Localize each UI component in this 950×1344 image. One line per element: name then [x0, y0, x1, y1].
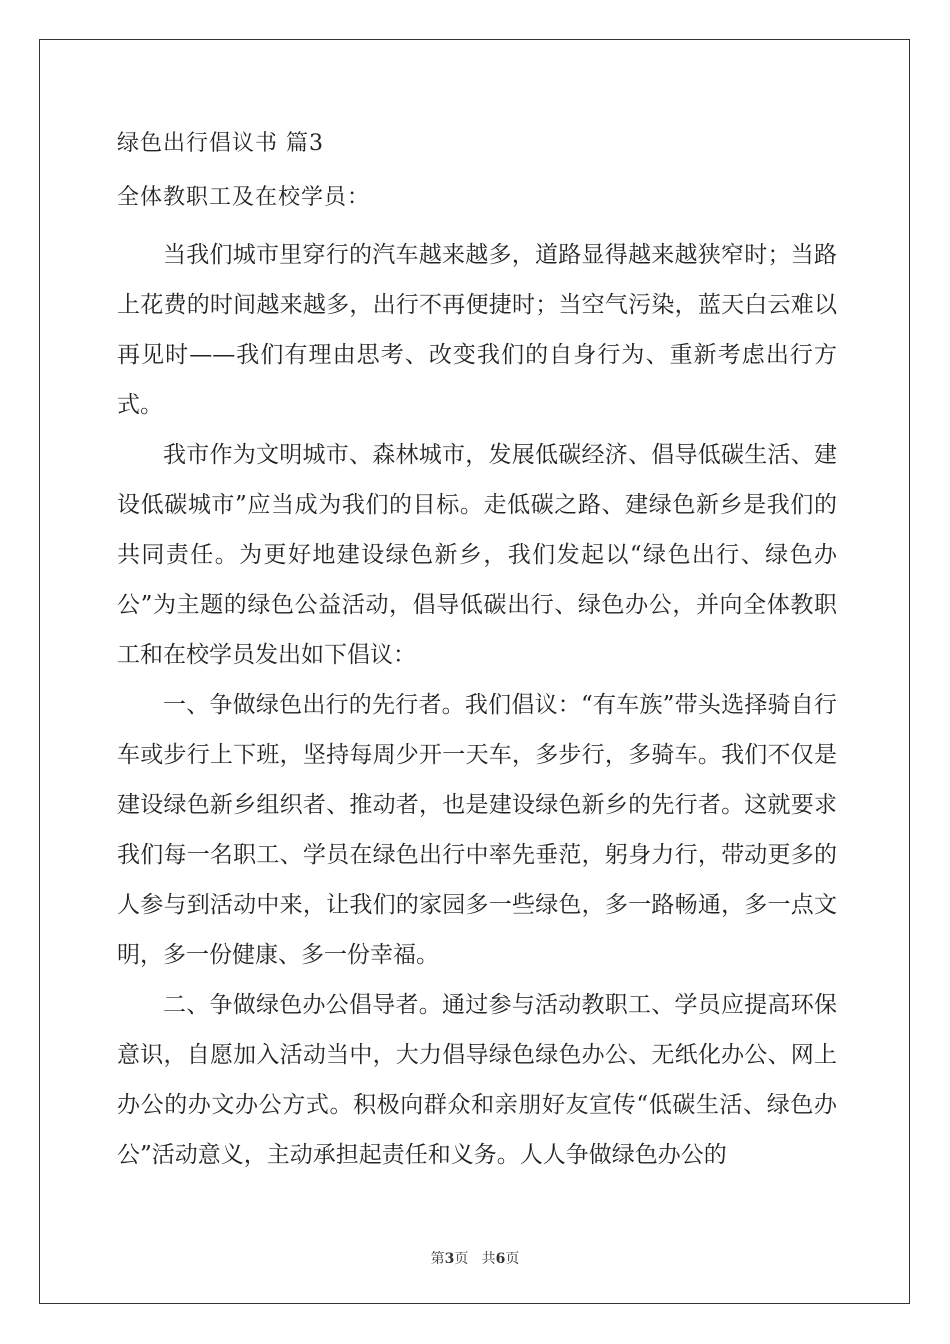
footer-total-prefix: 共: [481, 1251, 496, 1267]
footer-total-suffix: 页: [505, 1251, 520, 1267]
page-footer: [0, 1248, 950, 1268]
document-body: [117, 128, 837, 1180]
footer-total-pages: 6: [495, 1251, 506, 1267]
paragraph-1: 当我们城市里穿行的汽车越来越多，道路显得越来越狭窄时；当路上花费的时间越来越多，出行不再便捷时；当空气污染，蓝天白云难以再见时——我们有理由思考、改变我们的自身行为、重新考虑出行方式。: [117, 242, 837, 418]
paragraph-2: 我市作为文明城市、森林城市，发展低碳经济、倡导低碳生活、建设低碳城市”应当成为我们的目标。走低碳之路、建绿色新乡是我们的共同责任。为更好地建设绿色新乡，我们发起以“绿色出行、绿色办公”为主题的绿色公益活动，倡导低碳出行、绿色办公，并向全体教职工和在校学员发出如下倡议：: [117, 442, 837, 668]
paragraph-4: 二、争做绿色办公倡导者。通过参与活动教职工、学员应提高环保意识，自愿加入活动当中，大力倡导绿色绿色办公、无纸化办公、网上办公的办文办公方式。积极向群众和亲朋好友宣传“低碳生活、绿色办公”活动意义，主动承担起责任和义务。人人争做绿色办公的: [117, 992, 837, 1168]
footer-page-number: 3: [444, 1251, 455, 1267]
paragraph-3: 一、争做绿色出行的先行者。我们倡议：“有车族”带头选择骑自行车或步行上下班，坚持每周少开一天车，多步行，多骑车。我们不仅是建设绿色新乡组织者、推动者，也是建设绿色新乡的先行者。这就要求我们每一名职工、学员在绿色出行中率先垂范，躬身力行，带动更多的人参与到活动中来，让我们的家园多一些绿色，多一路畅通，多一点文明，多一份健康、多一份幸福。: [117, 692, 837, 968]
footer-page-prefix: 第: [430, 1251, 445, 1267]
document-title: 绿色出行倡议书 篇3: [117, 131, 324, 156]
footer-page-suffix: 页: [454, 1251, 469, 1267]
salutation: 全体教职工及在校学员：: [117, 185, 371, 210]
